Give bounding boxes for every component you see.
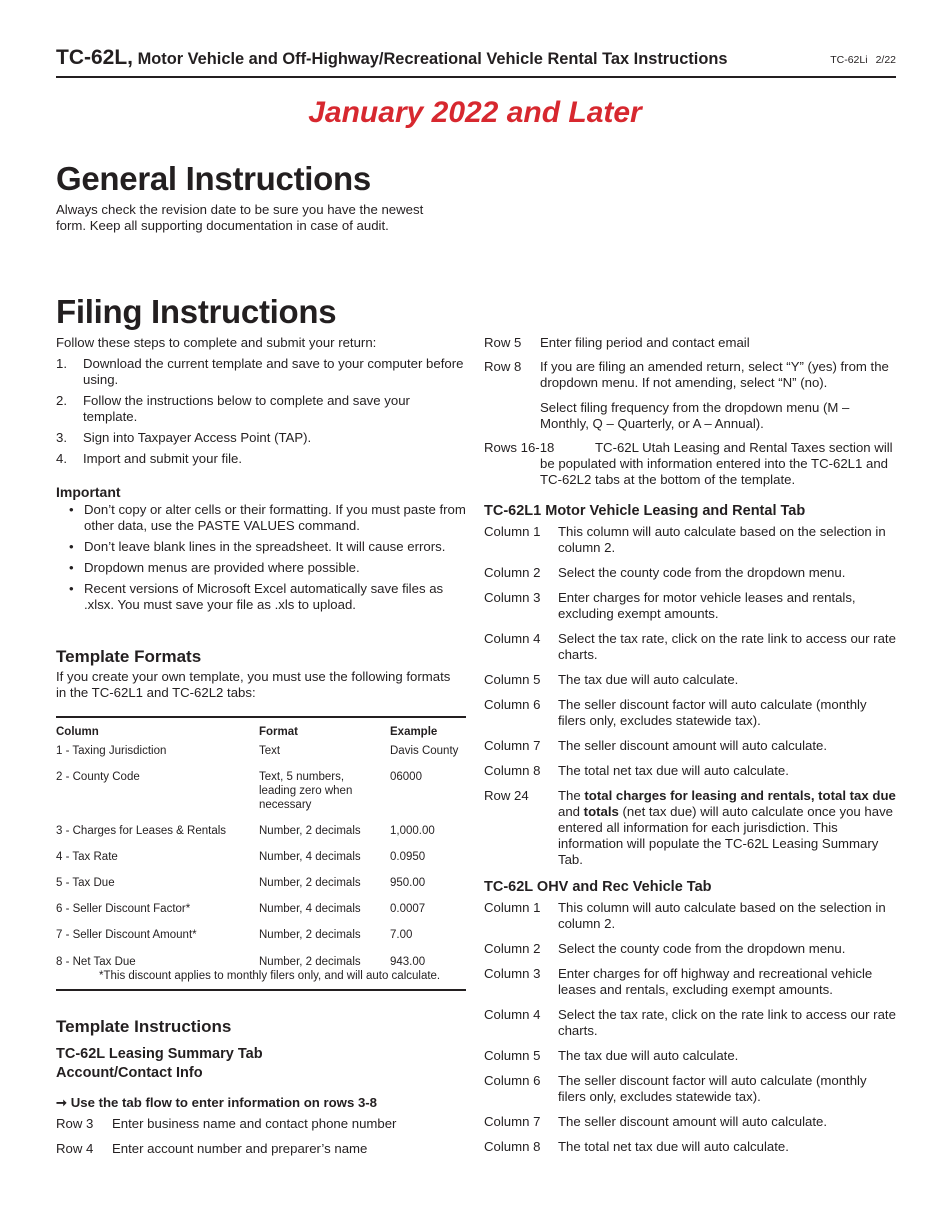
column-instruction: Column 1 This column will auto calculate based on the selection in column 2. xyxy=(484,524,886,555)
template-formats-table xyxy=(56,716,466,991)
template-formats-intro: If you create your own template, you must use the following formats in the TC-62L1 and TC-62L2 tabs: xyxy=(56,669,451,700)
form-id: TC-62L, xyxy=(56,46,134,69)
column-instruction: Column 8 The total net tax due will auto calculate. xyxy=(484,763,789,778)
column-instruction: Column 7 The seller discount amount will auto calculate. xyxy=(484,1114,828,1129)
row-instruction: Rows 16-18 TC-62L Utah Leasing and Rental Taxes section will be populated with information entered into the TC-62L1 and TC-62L2 tabs at the bottom of the template. xyxy=(484,440,893,487)
leasing-summary-heading: TC-62L Leasing Summary Tab xyxy=(56,1046,263,1062)
list-item: 3. Sign into Taxpayer Access Point (TAP). xyxy=(56,430,312,445)
row-instruction: Row 8 If you are filing an amended return, select “Y” (yes) from the dropdown menu. If not amending, select “N” (no). xyxy=(484,359,889,390)
column-instruction: Column 5 The tax due will auto calculate. xyxy=(484,1048,739,1063)
general-instructions-heading: General Instructions xyxy=(56,160,371,197)
general-instructions-text: Always check the revision date to be sure you have the newest form. Keep all supporting documentation in case of audit. xyxy=(56,202,424,233)
column-instruction: Column 5 The tax due will auto calculate. xyxy=(484,672,739,687)
template-instructions-section xyxy=(56,1019,466,1157)
column-instruction: Column 4 Select the tax rate, click on the rate link to access our rate charts. xyxy=(484,1007,896,1038)
column-instruction: Column 3 Enter charges for off highway and recreational vehicle leases and rentals, excluding exempt amounts. xyxy=(484,966,873,997)
list-item: 2. Follow the instructions below to complete and save your template. xyxy=(56,393,410,424)
list-item: • Dropdown menus are provided where possible. xyxy=(69,560,360,575)
important-heading: Important xyxy=(56,484,121,500)
column-instruction: Column 4 Select the tax rate, click on the rate link to access our rate charts. xyxy=(484,631,896,662)
tab-flow-note: ➞ Use the tab flow to enter information on rows 3-8 xyxy=(56,1095,378,1110)
table-row: 8 - Net Tax Due Number, 2 decimals 943.00 xyxy=(56,956,426,968)
table-row: 6 - Seller Discount Factor* Number, 4 decimals 0.0007 xyxy=(56,903,426,915)
revision-date: 2/22 xyxy=(875,54,896,66)
filing-steps-list xyxy=(56,356,466,467)
filing-frequency-note: Select filing frequency from the dropdown menu (M – Monthly, Q – Quarterly, or A – Annual). xyxy=(540,400,850,431)
column-instruction: Column 1 This column will auto calculate based on the selection in column 2. xyxy=(484,900,886,931)
document-title xyxy=(56,46,727,70)
list-item: 1. Download the current template and save to your computer before using. xyxy=(56,356,464,387)
row-instruction: Row 5 Enter filing period and contact email xyxy=(484,335,750,350)
page-header xyxy=(56,44,896,74)
header-rule xyxy=(56,76,896,78)
form-code xyxy=(830,54,896,66)
column-header: Example xyxy=(390,726,438,738)
row-instruction: Row 4 Enter account number and preparer’s name xyxy=(56,1141,368,1156)
bullet-icon: • xyxy=(69,560,74,575)
important-section xyxy=(56,484,466,618)
table-row: 3 - Charges for Leases & Rentals Number, 2 decimals 1,000.00 xyxy=(56,825,435,837)
list-item: 4. Import and submit your file. xyxy=(56,451,243,466)
column-instruction: Column 8 The total net tax due will auto calculate. xyxy=(484,1139,789,1154)
title-text: Motor Vehicle and Off-Highway/Recreational Vehicle Rental Tax Instructions xyxy=(133,50,728,68)
important-list xyxy=(56,502,466,613)
table-row: 2 - County Code Text, 5 numbers, leading zero when necessary 06000 xyxy=(56,771,422,811)
list-item: • Recent versions of Microsoft Excel automatically save files as .xlsx. You must save your file as .xls to upload. xyxy=(69,581,444,612)
form-code-id: TC-62Li xyxy=(830,54,868,66)
l1-tab-heading: TC-62L1 Motor Vehicle Leasing and Rental Tab xyxy=(484,503,806,519)
column-instruction: Column 6 The seller discount factor will auto calculate (monthly filers only, excludes statewide tax). xyxy=(484,1073,867,1104)
column-instruction: Column 3 Enter charges for motor vehicle leases and rentals, excluding exempt amounts. xyxy=(484,590,856,621)
column-instruction: Column 7 The seller discount amount will auto calculate. xyxy=(484,738,828,753)
bullet-icon: • xyxy=(69,502,74,517)
template-formats-heading: Template Formats xyxy=(56,647,202,666)
account-contact-heading: Account/Contact Info xyxy=(56,1065,203,1081)
table-row: 5 - Tax Due Number, 2 decimals 950.00 xyxy=(56,877,426,889)
row-24-instruction: Row 24 The total charges for leasing and rentals, total tax due and totals (net tax due) will auto calculate once you have entered all information for each jurisdiction. This information will populate the TC-62L Leasing Summary Tab. xyxy=(484,788,896,867)
table-row: 7 - Seller Discount Amount* Number, 2 decimals 7.00 xyxy=(56,929,413,941)
table-bottom-rule xyxy=(56,989,466,991)
template-formats-section xyxy=(56,649,456,701)
ohv-tab-heading: TC-62L OHV and Rec Vehicle Tab xyxy=(484,879,712,895)
table-header-row xyxy=(56,718,466,738)
table-row: 4 - Tax Rate Number, 4 decimals 0.0950 xyxy=(56,851,426,863)
column-instruction: Column 2 Select the county code from the dropdown menu. xyxy=(484,565,846,580)
template-instructions-heading: Template Instructions xyxy=(56,1017,232,1036)
bullet-icon: • xyxy=(69,539,74,554)
filing-steps-section xyxy=(56,335,466,472)
table-footnote: *This discount applies to monthly filers only, and will auto calculate. xyxy=(99,970,441,982)
table-row: 1 - Taxing Jurisdiction Text Davis County xyxy=(56,745,459,757)
right-column xyxy=(484,335,896,1155)
column-instruction: Column 2 Select the county code from the dropdown menu. xyxy=(484,941,846,956)
filing-instructions-heading: Filing Instructions xyxy=(56,293,337,330)
date-banner: January 2022 and Later xyxy=(308,96,642,129)
bullet-icon: • xyxy=(69,581,74,596)
column-header: Format xyxy=(259,726,298,738)
column-instruction: Column 6 The seller discount factor will auto calculate (monthly filers only, excludes statewide tax). xyxy=(484,697,867,728)
list-item: • Don’t leave blank lines in the spreadsheet. It will cause errors. xyxy=(69,539,446,554)
arrow-right-icon: ➞ xyxy=(56,1095,68,1110)
list-item: • Don’t copy or alter cells or their formatting. If you must paste from other data, use the PASTE VALUES command. xyxy=(69,502,466,533)
row-instruction: Row 3 Enter business name and contact phone number xyxy=(56,1116,397,1131)
column-header: Column xyxy=(56,726,99,738)
filing-intro: Follow these steps to complete and submit your return: xyxy=(56,335,377,350)
